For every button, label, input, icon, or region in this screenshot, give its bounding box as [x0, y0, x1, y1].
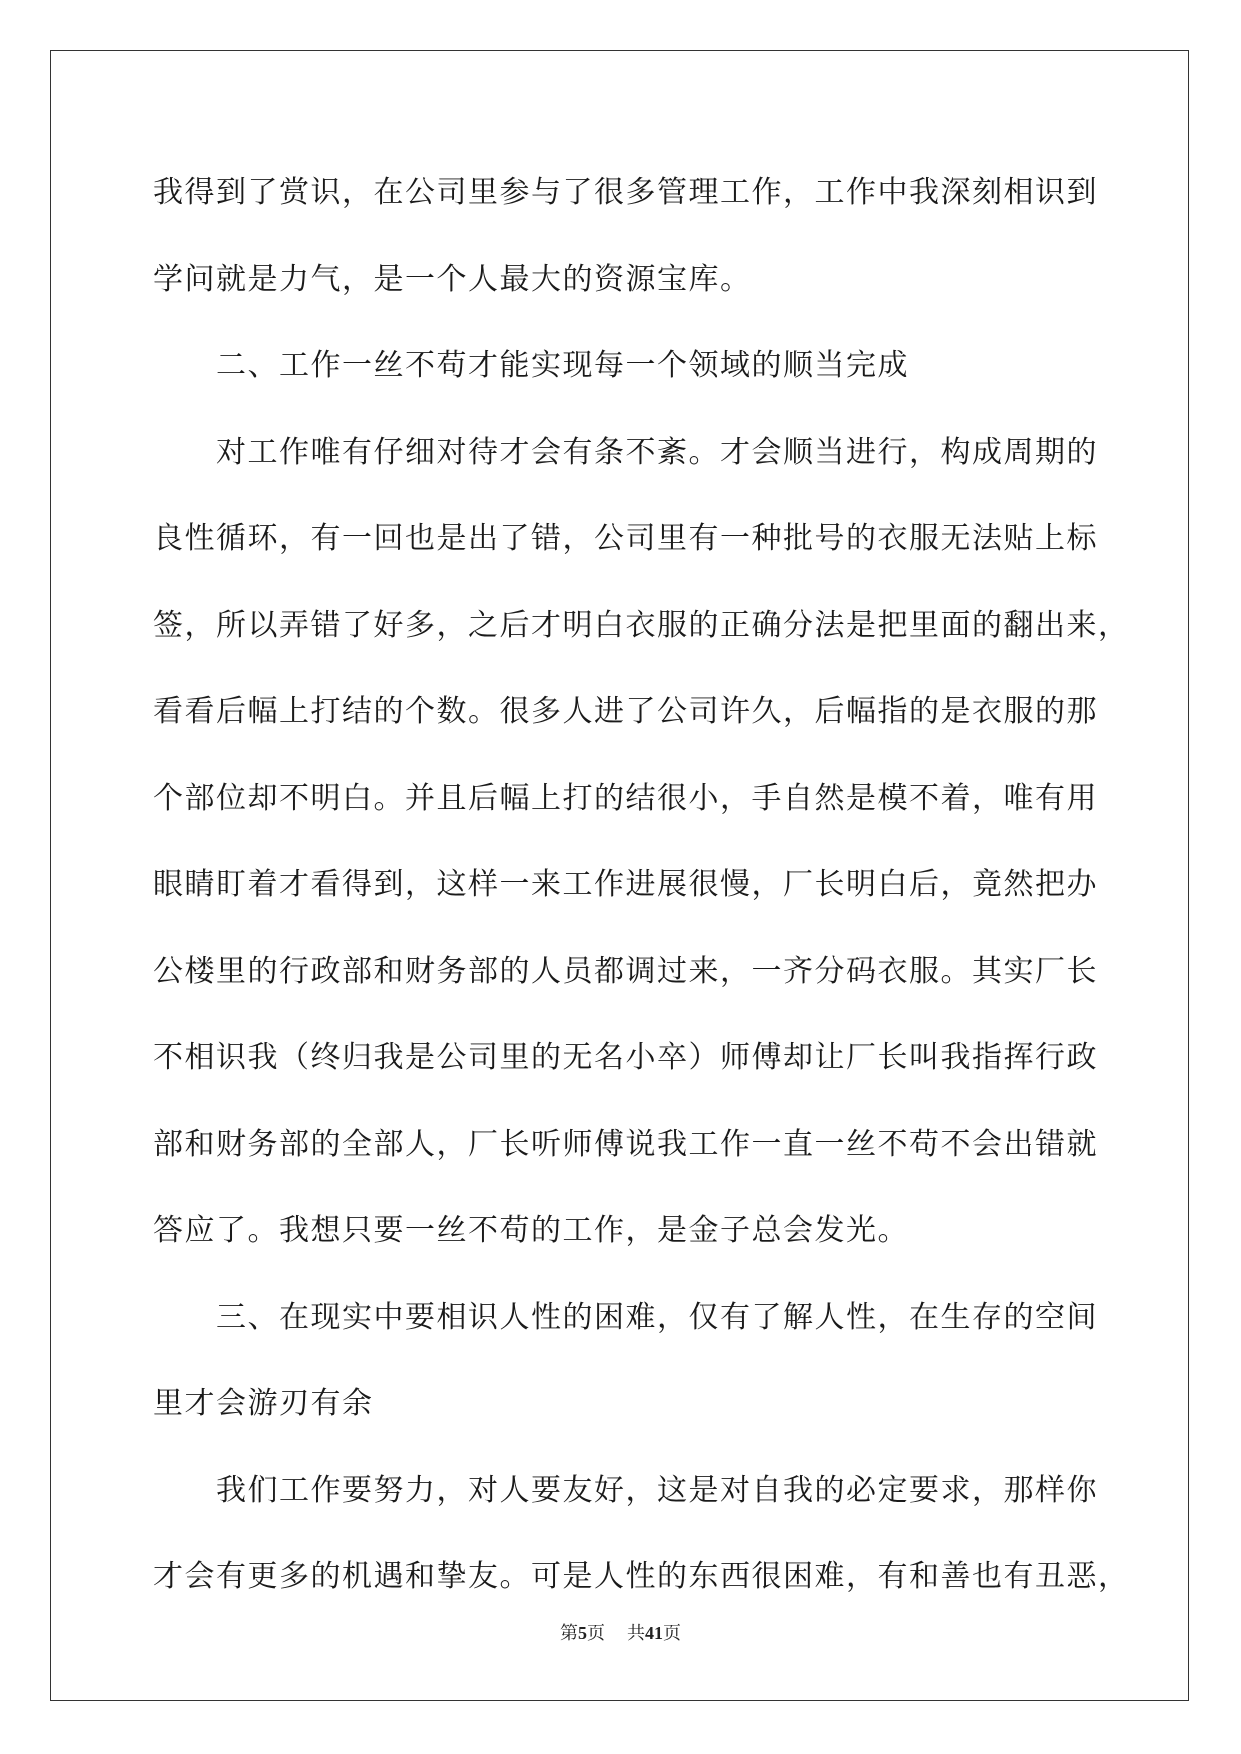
text-line: 签，所以弄错了好多，之后才明白衣服的正确分法是把里面的翻出来， [153, 607, 1130, 643]
text-line: 个部位却不明白。并且后幅上打的结很小，手自然是模不着，唯有用 [153, 780, 1098, 816]
page-number: 5 [578, 1623, 587, 1643]
page-prefix: 第 [560, 1623, 578, 1643]
section-heading-continued: 里才会游刃有余 [153, 1386, 374, 1421]
text-line: 公楼里的行政部和财务部的人员都调过来，一齐分码衣服。其实厂长 [153, 953, 1098, 989]
total-prefix: 共 [627, 1623, 645, 1643]
total-pages: 41 [645, 1623, 663, 1643]
text-line: 我得到了赏识，在公司里参与了很多管理工作，工作中我深刻相识到 [153, 175, 1098, 210]
text-line: 良性循环，有一回也是出了错，公司里有一种批号的衣服无法贴上标 [153, 521, 1098, 556]
section-heading: 三、在现实中要相识人性的困难，仅有了解人性，在生存的空间 [216, 1299, 1098, 1335]
page-suffix: 页 [587, 1623, 605, 1643]
page-footer [0, 1619, 1241, 1645]
text-line: 不相识我（终归我是公司里的无名小卒）师傅却让厂长叫我指挥行政 [153, 1040, 1098, 1075]
text-line: 眼睛盯着才看得到，这样一来工作进展很慢，厂长明白后，竟然把办 [153, 867, 1098, 902]
text-line: 对工作唯有仔细对待才会有条不紊。才会顺当进行，构成周期的 [216, 434, 1098, 470]
text-line: 部和财务部的全部人，厂长听师傅说我工作一直一丝不苟不会出错就 [153, 1126, 1098, 1162]
text-line: 才会有更多的机遇和挚友。可是人性的东西很困难，有和善也有丑恶， [153, 1559, 1130, 1594]
section-heading: 二、工作一丝不苟才能实现每一个领域的顺当完成 [216, 348, 909, 383]
document-body [153, 165, 1130, 1636]
text-line: 答应了。我想只要一丝不苟的工作，是金子总会发光。 [153, 1213, 909, 1248]
text-line: 我们工作要努力，对人要友好，这是对自我的必定要求，那样你 [216, 1472, 1098, 1508]
text-line: 看看后幅上打结的个数。很多人进了公司许久，后幅指的是衣服的那 [153, 694, 1098, 729]
total-suffix: 页 [663, 1623, 681, 1643]
text-line: 学问就是力气，是一个人最大的资源宝库。 [153, 261, 752, 297]
